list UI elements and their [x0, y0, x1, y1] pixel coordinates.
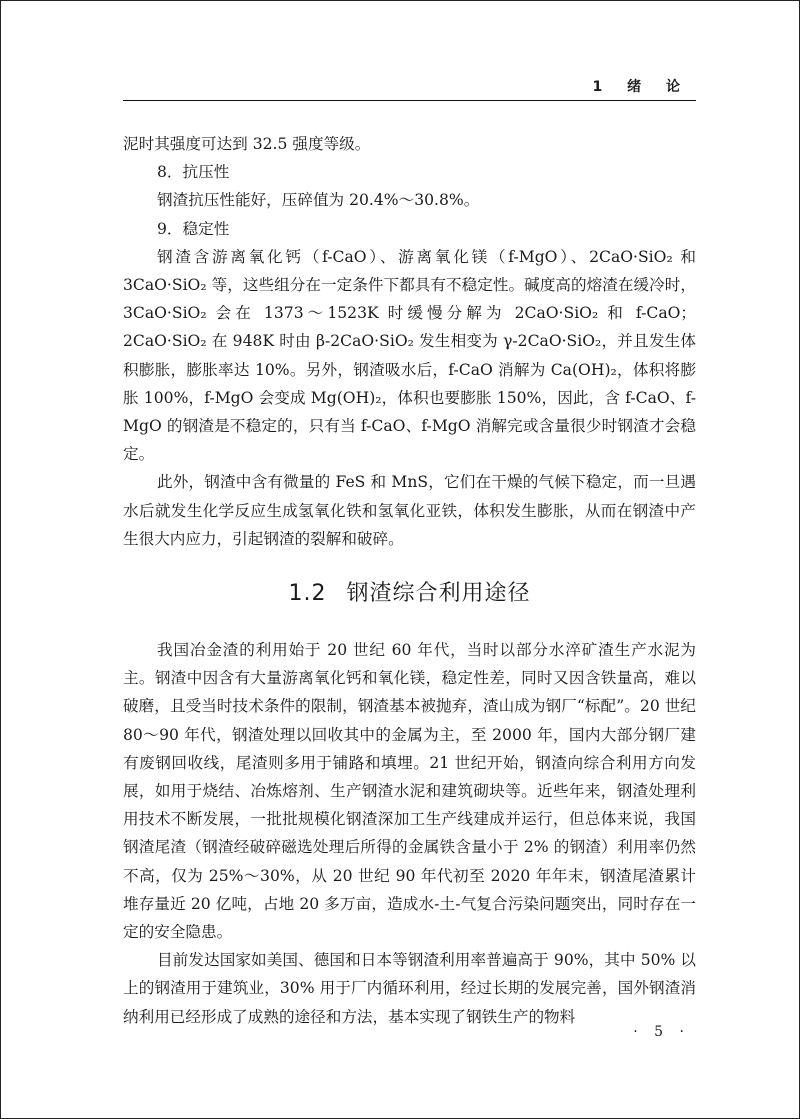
page-number: · 5 · [633, 1024, 690, 1040]
section-title: 钢渣综合利用途径 [346, 581, 531, 607]
section-number: 1.2 [288, 581, 327, 607]
paragraph-continuation: 泥时其强度可达到 32.5 强度等级。 [123, 135, 371, 153]
paragraph-stability: 钢渣含游离氧化钙（f-CaO）、游离氧化镁（f-MgO）、2CaO·SiO₂ 和 3CaO·SiO₂ 等，这些组分在一定条件下都具有不稳定性。碱度高的熔渣在缓冷时，3CaO·SiO₂ 会在 1373～1523K 时缓慢分解为 2CaO·SiO₂ 和 f-CaO；2CaO·SiO₂ 在 948K 时由 β-2CaO·SiO₂ 发生相变为 γ-2CaO·SiO₂，并且发生体积膨胀，膨胀率达 10%。另外，钢渣吸水后，f-CaO 消解为 Ca(OH)₂，体积将膨胀 100%，f-MgO 会变成 Mg(OH)₂，体积也要膨胀 150%，因此，含 f-CaO、f-MgO 的钢渣是不稳定的，只有当 f-CaO、f-MgO 消解完或含量很少时钢渣才会稳定。 [123, 247, 696, 464]
subheading-compressive: 8．抗压性 [157, 163, 230, 182]
section-heading [123, 578, 696, 610]
paragraph-compressive: 钢渣抗压性能好，压碎值为 20.4%～30.8%。 [157, 191, 480, 210]
page-body [123, 130, 696, 1031]
running-header [123, 76, 696, 98]
header-rule [123, 100, 696, 101]
chapter-title: 1 绪 论 [592, 79, 690, 95]
paragraph-developed-countries: 目前发达国家如美国、德国和日本等钢渣利用率普遍高于 90%，其中 50% 以上的钢渣用于建筑业，30% 用于厂内循环利用，经过长期的发展完善，国外钢渣消纳利用已经形成了成熟的途径和方法，基本实现了钢铁生产的物料 [123, 951, 696, 1026]
paragraph-fes-mns: 此外，钢渣中含有微量的 FeS 和 MnS，它们在干燥的气候下稳定，而一旦遇水后就发生化学反应生成氢氧化铁和氢氧化亚铁，体积发生膨胀，从而在钢渣中产生很大内应力，引起钢渣的裂解和破碎。 [123, 473, 696, 548]
paragraph-history: 我国冶金渣的利用始于 20 世纪 60 年代，当时以部分水淬矿渣生产水泥为主。钢渣中因含有大量游离氧化钙和氧化镁，稳定性差，同时又因含铁量高，难以破磨，且受当时技术条件的限制，钢渣基本被抛弃，渣山成为钢厂“标配”。20 世纪 80～90 年代，钢渣处理以回收其中的金属为主，至 2000 年，国内大部分钢厂建有废钢回收线，尾渣则多用于铺路和填埋。21 世纪开始，钢渣向综合利用方向发展，如用于烧结、冶炼熔剂、生产钢渣水泥和建筑砌块等。近些年来，钢渣处理利用技术不断发展，一批批规模化钢渣深加工生产线建成并运行，但总体来说，我国钢渣尾渣（钢渣经破碎磁选处理后所得的金属铁含量小于 2% 的钢渣）利用率仍然不高，仅为 25%～30%，从 20 世纪 90 年代初至 2020 年年末，钢渣尾渣累计堆存量近 20 亿吨，占地 20 多万亩，造成水-土-气复合污染问题突出，同时存在一定的安全隐患。 [123, 641, 696, 942]
subheading-stability: 9．稳定性 [157, 219, 230, 238]
